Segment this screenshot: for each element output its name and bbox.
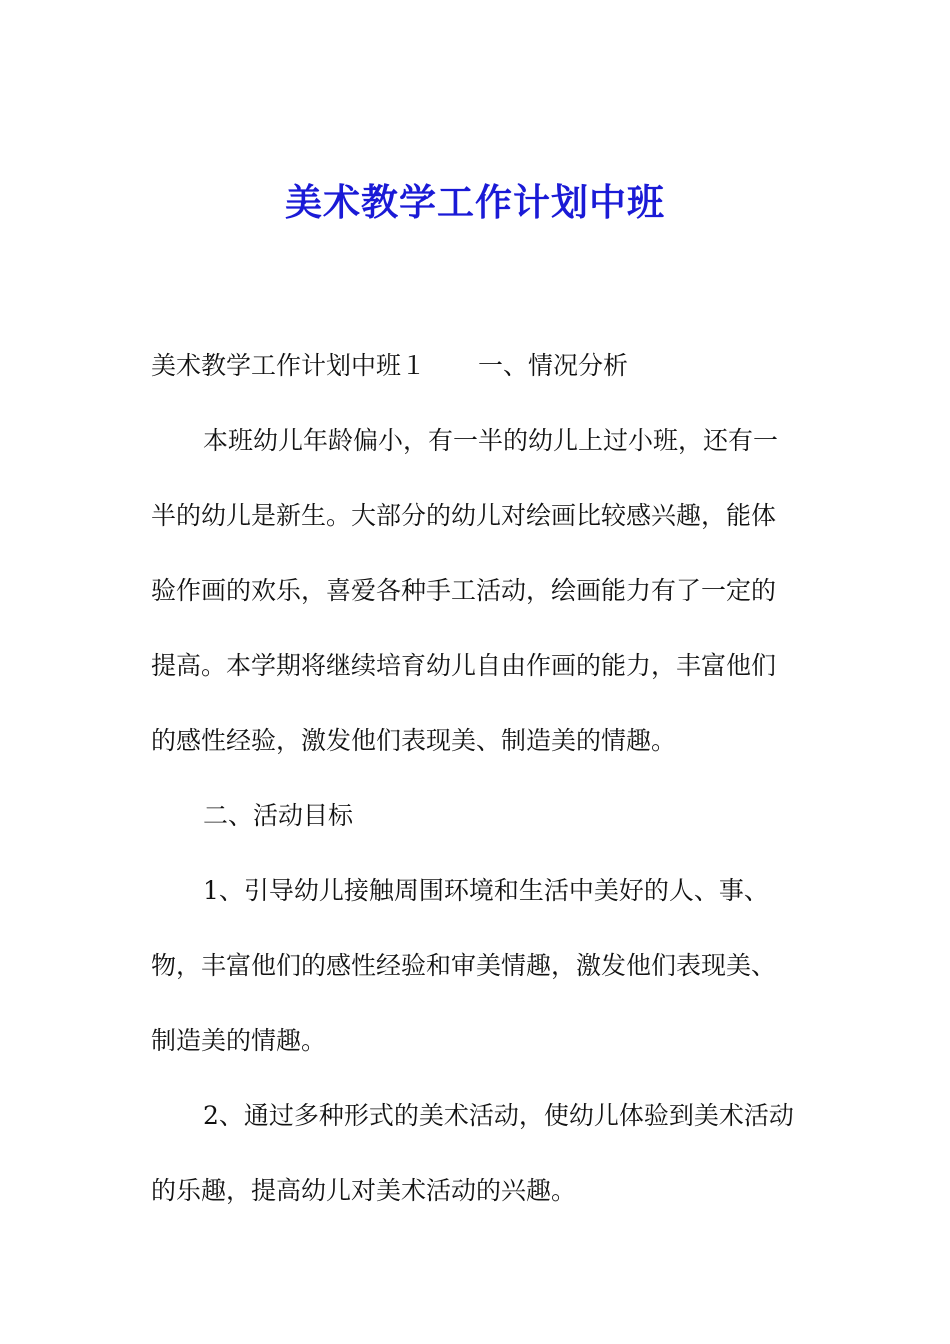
goal1-line: 物，丰富他们的感性经验和审美情趣，激发他们表现美、 xyxy=(151,951,777,980)
goal1-line: 制造美的情趣。 xyxy=(151,1026,327,1055)
goal1-line: 1、引导幼儿接触周围环境和生活中美好的人、事、 xyxy=(203,876,769,905)
paragraph-line: 半的幼儿是新生。大部分的幼儿对绘画比较感兴趣，能体 xyxy=(151,501,777,530)
paragraph-line: 提高。本学期将继续培育幼儿自由作画的能力，丰富他们 xyxy=(151,651,777,680)
document-subtitle: 美术教学工作计划中班１ xyxy=(151,351,427,380)
document-body xyxy=(151,328,803,1228)
section1-heading-line xyxy=(151,328,803,403)
paragraph-line: 的感性经验，激发他们表现美、制造美的情趣。 xyxy=(151,726,677,755)
section2-heading: 二、活动目标 xyxy=(203,801,354,830)
document-title: 美术教学工作计划中班 xyxy=(285,180,665,224)
paragraph-line: 验作画的欢乐，喜爱各种手工活动，绘画能力有了一定的 xyxy=(151,576,777,605)
paragraph-line: 本班幼儿年龄偏小，有一半的幼儿上过小班，还有一 xyxy=(203,426,779,455)
goal2-line: 的乐趣，提高幼儿对美术活动的兴趣。 xyxy=(151,1176,577,1205)
goal2-line: 2、通过多种形式的美术活动，使幼儿体验到美术活动 xyxy=(203,1101,794,1130)
section1-heading: 一、情况分析 xyxy=(478,351,629,380)
